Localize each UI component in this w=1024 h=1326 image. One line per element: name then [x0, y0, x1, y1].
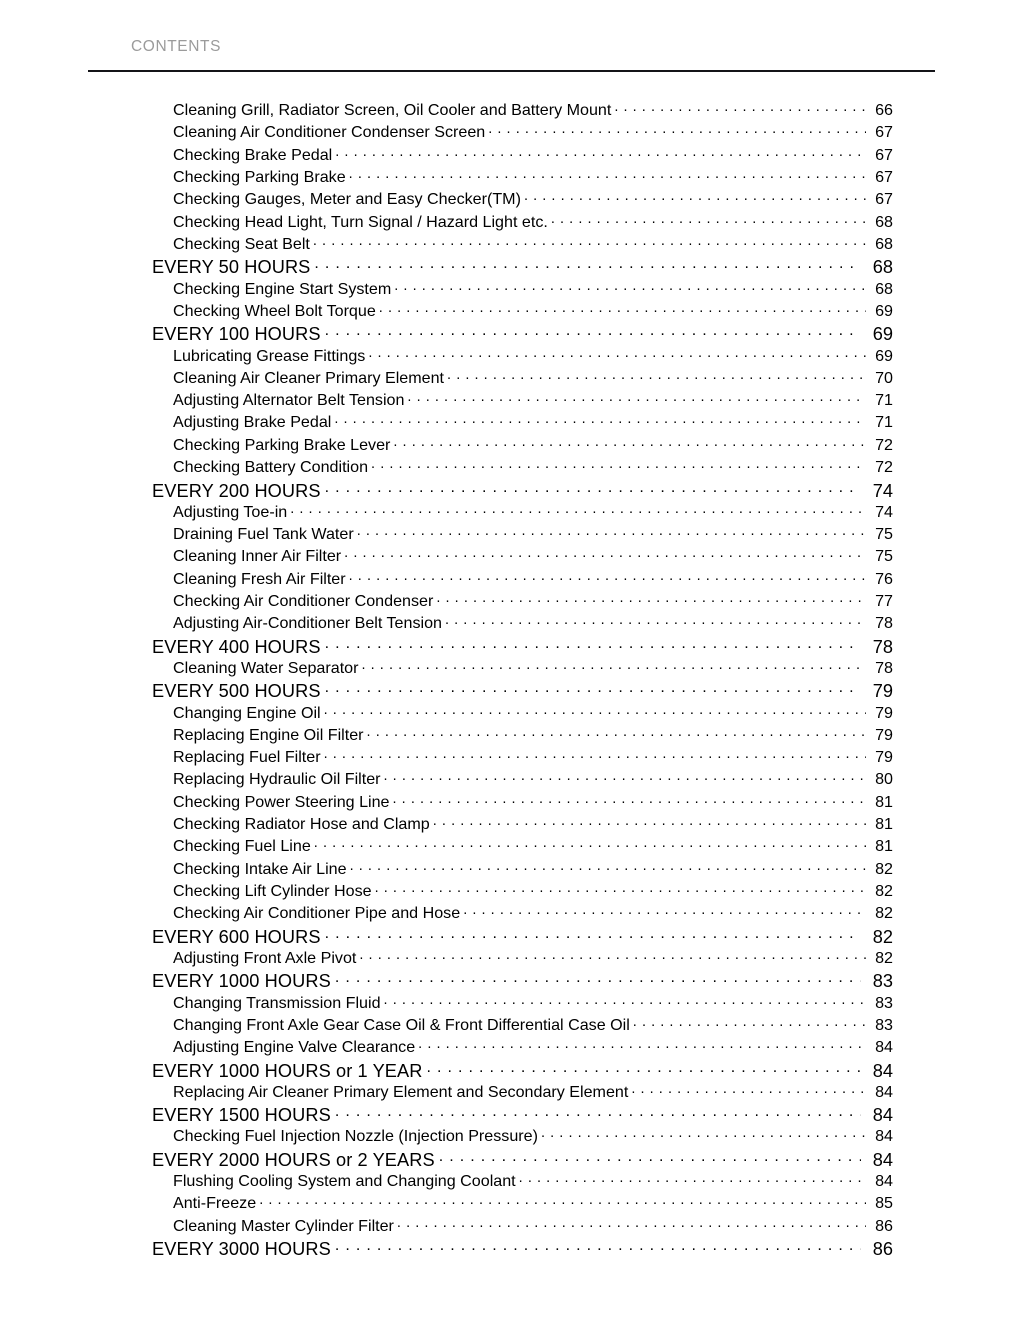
toc-entry-title: Cleaning Air Conditioner Condenser Screen [173, 123, 486, 142]
toc-section-row[interactable] [0, 322, 1024, 344]
toc-entry-title: Adjusting Engine Valve Clearance [173, 1038, 416, 1057]
toc-entry-page-number: 75 [875, 525, 893, 544]
toc-entry-page-number: 79 [872, 681, 893, 702]
dot-leader [541, 1125, 866, 1141]
dot-leader [407, 389, 866, 405]
toc-entry-page-number: 72 [875, 458, 893, 477]
dot-leader [633, 1014, 866, 1030]
toc-entry-row[interactable] [0, 768, 1024, 790]
toc-entry-page-number: 75 [875, 547, 893, 566]
toc-entry-title: Cleaning Fresh Air Filter [173, 569, 346, 588]
toc-entry-page-number: 84 [875, 1082, 893, 1101]
toc-entry-title: EVERY 500 HOURS [152, 681, 321, 702]
toc-section-row[interactable] [0, 679, 1024, 701]
dot-leader [325, 478, 861, 496]
toc-entry-row[interactable] [0, 389, 1024, 411]
toc-entry-row[interactable] [0, 411, 1024, 433]
toc-entry-page-number: 68 [875, 234, 893, 253]
toc-entry-row[interactable] [0, 947, 1024, 969]
dot-leader [463, 902, 866, 918]
toc-entry-page-number: 84 [875, 1127, 893, 1146]
dot-leader [367, 724, 866, 740]
dot-leader [359, 947, 866, 963]
dot-leader [433, 813, 866, 829]
dot-leader [314, 835, 866, 851]
toc-entry-title: Adjusting Air-Conditioner Belt Tension [173, 614, 442, 633]
toc-entry-title: Checking Engine Start System [173, 279, 392, 298]
toc-entry-page-number: 84 [872, 1149, 893, 1170]
toc-entry-row[interactable] [0, 1215, 1024, 1237]
toc-entry-row[interactable] [0, 724, 1024, 746]
toc-entry-row[interactable] [0, 1014, 1024, 1036]
dot-leader [375, 880, 866, 896]
toc-entry-row[interactable] [0, 902, 1024, 924]
toc-entry-title: Cleaning Water Separator [173, 658, 359, 677]
toc-entry-page-number: 66 [875, 101, 893, 120]
toc-entry-page-number: 74 [875, 502, 893, 521]
toc-entry-title: Checking Intake Air Line [173, 859, 347, 878]
toc-entry-row[interactable] [0, 992, 1024, 1014]
toc-entry-page-number: 82 [872, 926, 893, 947]
toc-entry-title: Cleaning Air Cleaner Primary Element [173, 368, 445, 387]
toc-entry-title: EVERY 2000 HOURS or 2 YEARS [152, 1149, 435, 1170]
toc-entry-title: Checking Radiator Hose and Clamp [173, 815, 430, 834]
toc-entry-title: EVERY 400 HOURS [152, 636, 321, 657]
toc-entry-page-number: 83 [875, 993, 893, 1012]
toc-entry-page-number: 86 [872, 1239, 893, 1260]
toc-entry-page-number: 77 [875, 591, 893, 610]
toc-entry-row[interactable] [0, 1125, 1024, 1147]
toc-section-row[interactable] [0, 969, 1024, 991]
toc-entry-page-number: 82 [875, 882, 893, 901]
dot-leader [368, 344, 866, 360]
toc-entry-title: Changing Transmission Fluid [173, 993, 381, 1012]
toc-entry-title: Changing Front Axle Gear Case Oil & Front Differential Case Oil [173, 1015, 630, 1034]
dot-leader [519, 1170, 866, 1186]
toc-entry-title: Draining Fuel Tank Water [173, 525, 354, 544]
dot-leader [439, 1148, 861, 1166]
toc-entry-page-number: 83 [875, 1015, 893, 1034]
toc-entry-title: Replacing Hydraulic Oil Filter [173, 770, 381, 789]
page-header-title: CONTENTS [131, 38, 222, 55]
toc-entry-row[interactable] [0, 1170, 1024, 1192]
toc-entry-title: EVERY 1000 HOURS [152, 971, 331, 992]
dot-leader [324, 701, 866, 717]
toc-entry-title: EVERY 1500 HOURS [152, 1105, 331, 1126]
toc-entry-page-number: 71 [875, 413, 893, 432]
toc-entry-page-number: 67 [875, 123, 893, 142]
dot-leader [349, 166, 866, 182]
dot-leader [335, 144, 866, 160]
dot-leader [488, 121, 866, 137]
dot-leader [314, 255, 861, 273]
toc-entry-page-number: 78 [875, 658, 893, 677]
toc-entry-page-number: 82 [875, 859, 893, 878]
dot-leader [384, 992, 866, 1008]
toc-entry-title: Cleaning Inner Air Filter [173, 547, 342, 566]
dot-leader [349, 568, 866, 584]
dot-leader [445, 612, 866, 628]
toc-entry-page-number: 86 [875, 1216, 893, 1235]
dot-leader [325, 925, 861, 943]
toc-entry-title: Adjusting Toe-in [173, 502, 288, 521]
dot-leader [334, 411, 866, 427]
toc-entry-title: Checking Seat Belt [173, 234, 310, 253]
dot-leader [290, 501, 866, 517]
header-divider [88, 70, 935, 72]
toc-entry-row[interactable] [0, 166, 1024, 188]
dot-leader [313, 233, 866, 249]
toc-entry-row[interactable] [0, 590, 1024, 612]
dot-leader [335, 969, 861, 987]
toc-entry-page-number: 81 [875, 837, 893, 856]
toc-entry-title: EVERY 3000 HOURS [152, 1239, 331, 1260]
toc-entry-page-number: 79 [875, 725, 893, 744]
toc-entry-row[interactable] [0, 568, 1024, 590]
dot-leader [384, 768, 867, 784]
dot-leader [357, 523, 866, 539]
toc-entry-title: Checking Parking Brake [173, 168, 346, 187]
toc-entry-row[interactable] [0, 701, 1024, 723]
toc-entry-title: Checking Parking Brake Lever [173, 435, 391, 454]
toc-entry-page-number: 81 [875, 792, 893, 811]
dot-leader [614, 99, 866, 115]
dot-leader [325, 635, 861, 653]
toc-entry-page-number: 67 [875, 145, 893, 164]
toc-entry-row[interactable] [0, 657, 1024, 679]
toc-entry-page-number: 84 [875, 1172, 893, 1191]
toc-entry-page-number: 84 [875, 1038, 893, 1057]
toc-entry-page-number: 68 [875, 279, 893, 298]
toc-entry-page-number: 69 [875, 301, 893, 320]
toc-entry-title: Checking Air Conditioner Condenser [173, 591, 434, 610]
toc-section-row[interactable] [0, 255, 1024, 277]
toc-entry-row[interactable] [0, 501, 1024, 523]
dot-leader [551, 211, 866, 227]
toc-entry-title: EVERY 600 HOURS [152, 926, 321, 947]
toc-entry-title: Adjusting Brake Pedal [173, 413, 332, 432]
toc-entry-page-number: 74 [872, 480, 893, 501]
toc-entry-title: Checking Battery Condition [173, 458, 369, 477]
toc-entry-title: Changing Engine Oil [173, 703, 321, 722]
toc-entry-row[interactable] [0, 1036, 1024, 1058]
table-of-contents [0, 99, 1024, 1259]
toc-entry-row[interactable] [0, 523, 1024, 545]
toc-entry-title: Checking Fuel Line [173, 837, 311, 856]
toc-section-row[interactable] [0, 1148, 1024, 1170]
dot-leader [350, 858, 866, 874]
toc-section-row[interactable] [0, 1103, 1024, 1125]
toc-entry-title: Checking Lift Cylinder Hose [173, 882, 372, 901]
toc-entry-title: Checking Head Light, Turn Signal / Hazard Light etc. [173, 212, 548, 231]
dot-leader [325, 679, 861, 697]
toc-entry-row[interactable] [0, 344, 1024, 366]
dot-leader [335, 1103, 861, 1121]
toc-entry-page-number: 79 [875, 703, 893, 722]
toc-entry-row[interactable] [0, 1081, 1024, 1103]
toc-entry-row[interactable] [0, 144, 1024, 166]
dot-leader [427, 1058, 862, 1076]
toc-entry-title: Anti-Freeze [173, 1194, 257, 1213]
toc-entry-title: Replacing Engine Oil Filter [173, 725, 364, 744]
dot-leader [394, 278, 866, 294]
toc-entry-row[interactable] [0, 813, 1024, 835]
dot-leader [418, 1036, 866, 1052]
toc-section-row[interactable] [0, 1237, 1024, 1259]
toc-entry-title: Checking Wheel Bolt Torque [173, 301, 376, 320]
dot-leader [325, 322, 861, 340]
toc-entry-row[interactable] [0, 434, 1024, 456]
toc-entry-page-number: 67 [875, 168, 893, 187]
toc-entry-title: Checking Brake Pedal [173, 145, 333, 164]
toc-entry-page-number: 80 [875, 770, 893, 789]
toc-entry-page-number: 81 [875, 815, 893, 834]
toc-entry-title: Cleaning Master Cylinder Filter [173, 1216, 394, 1235]
toc-entry-page-number: 84 [872, 1105, 893, 1126]
toc-entry-title: EVERY 1000 HOURS or 1 YEAR [152, 1060, 423, 1081]
toc-section-row[interactable] [0, 478, 1024, 500]
toc-entry-page-number: 79 [875, 748, 893, 767]
toc-entry-row[interactable] [0, 278, 1024, 300]
toc-entry-page-number: 85 [875, 1194, 893, 1213]
toc-entry-title: Adjusting Alternator Belt Tension [173, 391, 405, 410]
toc-entry-title: Checking Power Steering Line [173, 792, 390, 811]
toc-entry-row[interactable] [0, 211, 1024, 233]
toc-entry-page-number: 70 [875, 368, 893, 387]
toc-entry-title: Cleaning Grill, Radiator Screen, Oil Cooler and Battery Mount [173, 101, 612, 120]
dot-leader [436, 590, 866, 606]
toc-entry-row[interactable] [0, 612, 1024, 634]
toc-entry-page-number: 83 [872, 971, 893, 992]
dot-leader [324, 746, 866, 762]
toc-entry-title: Replacing Air Cleaner Primary Element and Secondary Element [173, 1082, 629, 1101]
dot-leader [379, 300, 866, 316]
toc-entry-page-number: 68 [875, 212, 893, 231]
toc-entry-page-number: 78 [875, 614, 893, 633]
dot-leader [631, 1081, 866, 1097]
dot-leader [344, 545, 866, 561]
toc-entry-title: Checking Fuel Injection Nozzle (Injection Pressure) [173, 1127, 538, 1146]
toc-section-row[interactable] [0, 635, 1024, 657]
toc-entry-title: Replacing Fuel Filter [173, 748, 321, 767]
toc-entry-title: Checking Gauges, Meter and Easy Checker(TM) [173, 190, 521, 209]
toc-entry-page-number: 67 [875, 190, 893, 209]
toc-section-row[interactable] [0, 1058, 1024, 1080]
toc-entry-page-number: 71 [875, 391, 893, 410]
toc-entry-row[interactable] [0, 545, 1024, 567]
toc-entry-row[interactable] [0, 456, 1024, 478]
toc-entry-page-number: 68 [872, 257, 893, 278]
toc-entry-row[interactable] [0, 99, 1024, 121]
dot-leader [361, 657, 866, 673]
toc-entry-title: Checking Air Conditioner Pipe and Hose [173, 904, 461, 923]
toc-entry-row[interactable] [0, 121, 1024, 143]
toc-entry-row[interactable] [0, 300, 1024, 322]
toc-entry-row[interactable] [0, 791, 1024, 813]
toc-entry-title: EVERY 50 HOURS [152, 257, 311, 278]
toc-entry-row[interactable] [0, 835, 1024, 857]
toc-entry-title: EVERY 100 HOURS [152, 324, 321, 345]
toc-entry-row[interactable] [0, 746, 1024, 768]
dot-leader [397, 1215, 866, 1231]
toc-entry-page-number: 69 [875, 346, 893, 365]
toc-entry-page-number: 82 [875, 904, 893, 923]
dot-leader [393, 791, 867, 807]
dot-leader [393, 434, 866, 450]
toc-section-row[interactable] [0, 925, 1024, 947]
toc-entry-row[interactable] [0, 367, 1024, 389]
toc-entry-title: Adjusting Front Axle Pivot [173, 948, 357, 967]
toc-entry-page-number: 72 [875, 435, 893, 454]
dot-leader [447, 367, 866, 383]
toc-entry-title: Flushing Cooling System and Changing Coolant [173, 1172, 516, 1191]
toc-entry-page-number: 69 [872, 324, 893, 345]
toc-entry-page-number: 76 [875, 569, 893, 588]
dot-leader [524, 188, 866, 204]
toc-entry-page-number: 84 [872, 1060, 893, 1081]
dot-leader [259, 1192, 866, 1208]
toc-entry-row[interactable] [0, 1192, 1024, 1214]
toc-entry-title: Lubricating Grease Fittings [173, 346, 366, 365]
toc-entry-row[interactable] [0, 188, 1024, 210]
toc-entry-page-number: 78 [872, 636, 893, 657]
toc-entry-row[interactable] [0, 880, 1024, 902]
toc-entry-page-number: 82 [875, 948, 893, 967]
toc-entry-row[interactable] [0, 233, 1024, 255]
toc-entry-row[interactable] [0, 858, 1024, 880]
dot-leader [335, 1237, 861, 1255]
toc-entry-title: EVERY 200 HOURS [152, 480, 321, 501]
dot-leader [371, 456, 866, 472]
